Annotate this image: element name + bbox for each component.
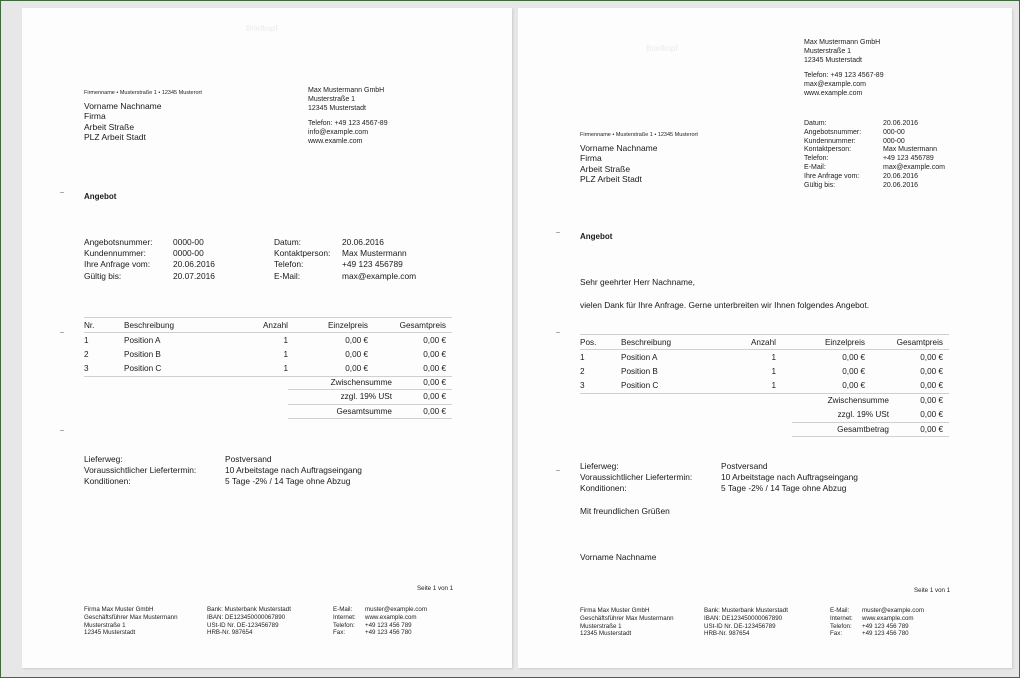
table-row: 2 Position B 1 0,00 € 0,00 € <box>580 366 943 376</box>
delivery-terms: Lieferweg: Postversand Voraussichtlicher Liefertermin: 10 Arbeitstage nach Auftragseingang Konditionen: 5 Tage -2% / 14 Tage ohne Abzug <box>580 461 858 494</box>
table-header-row: Pos. Beschreibung Anzahl Einzelpreis Gesamtpreis <box>580 335 949 350</box>
table-row: 1 Position A 1 0,00 € 0,00 € <box>580 352 943 362</box>
sender-line: Firmenname • Musterstraße 1 • 12345 Musterort <box>84 90 202 96</box>
table-row: 1 Position A 1 0,00 € 0,00 € <box>84 335 446 345</box>
page-number: Seite 1 von 1 <box>417 585 454 592</box>
fold-mark <box>60 192 64 193</box>
table-row: 3 Position C 1 0,00 € 0,00 € <box>84 362 452 377</box>
fold-mark <box>60 430 64 431</box>
sender-line: Firmenname • Musterstraße 1 • 12345 Musterort <box>580 132 698 138</box>
intro-text: vielen Dank für Ihre Anfrage. Gerne unterbreiten wir Ihnen folgendes Angebot. <box>580 300 870 310</box>
table-row: 2 Position B 1 0,00 € 0,00 € <box>84 349 446 359</box>
footer-bank: Bank: Musterbank Musterstadt IBAN: DE123450000067890 USt-ID Nr. DE-123456789 HRB-Nr. 987654 <box>704 607 788 638</box>
letterhead-watermark: Briefkopf <box>646 44 678 53</box>
fold-mark <box>556 232 560 233</box>
recipient-address: Vorname Nachname Firma Arbeit Straße PLZ Arbeit Stadt <box>84 101 162 143</box>
offer-meta-right: Datum: 20.06.2016 Kontaktperson: Max Mustermann Telefon: +49 123 456789 E-Mail: max@example.com <box>274 237 417 281</box>
letterhead-watermark: Briefkopf <box>246 24 278 33</box>
recipient-address: Vorname Nachname Firma Arbeit Straße PLZ Arbeit Stadt <box>580 143 658 185</box>
positions-table <box>84 317 452 377</box>
signature-name: Vorname Nachname <box>580 552 657 562</box>
closing-text: Mit freundlichen Grüßen <box>580 506 670 516</box>
salutation: Sehr geehrter Herr Nachname, <box>580 277 695 287</box>
document-title: Angebot <box>84 192 117 201</box>
delivery-terms: Lieferweg: Postversand Voraussichtlicher Liefertermin: 10 Arbeitstage nach Auftragseingang Konditionen: 5 Tage -2% / 14 Tage ohne Abzug <box>84 454 362 487</box>
punch-mark <box>556 332 560 333</box>
offer-meta: Datum: 20.06.2016 Angebotsnummer: 000-00 Kundennummer: 000-00 Kontaktperson: Max Mustermann Telefon: +49 123 456789 E-Mail: max@example.com Ihre Anfrage vom: 20.06.2016 Gültig bis: 20.06.2016 <box>804 120 945 189</box>
footer-company: Firma Max Muster GmbH Geschäftsführer Max Mustermann Musterstraße 1 12345 Musterstadt <box>580 607 674 638</box>
company-address: Max Mustermann GmbH Musterstraße 1 12345 Musterstadt Telefon: +49 123 4567-89 info@example.com www.examle.com <box>308 87 388 145</box>
punch-mark <box>60 332 64 333</box>
positions-table <box>580 334 949 394</box>
document-title: Angebot <box>580 232 613 241</box>
fold-mark <box>556 470 560 471</box>
footer-company: Firma Max Muster GmbH Geschäftsführer Max Mustermann Musterstraße 1 12345 Musterstadt <box>84 606 178 637</box>
table-header-row: Nr. Beschreibung Anzahl Einzelpreis Gesamtpreis <box>84 318 452 333</box>
footer-bank: Bank: Musterbank Musterstadt IBAN: DE123450000067890 USt-ID Nr. DE-123456789 HRB-Nr. 987654 <box>207 606 291 637</box>
table-row: 3 Position C 1 0,00 € 0,00 € <box>580 379 949 394</box>
footer-contact: E-Mail: muster@example.com Internet: www.example.com Telefon: +49 123 456 789 Fax: +49 123 456 780 <box>333 606 427 637</box>
offer-meta-left: Angebotsnummer: 0000-00 Kundennummer: 0000-00 Ihre Anfrage vom: 20.06.2016 Gültig bis: 20.07.2016 <box>84 237 215 281</box>
company-address: Max Mustermann GmbH Musterstraße 1 12345 Musterstadt Telefon: +49 123 4567-89 max@example.com www.example.com <box>804 39 884 97</box>
page-number: Seite 1 von 1 <box>914 587 951 594</box>
footer-contact: E-Mail: muster@example.com Internet: www.example.com Telefon: +49 123 456 789 Fax: +49 123 456 780 <box>830 607 924 638</box>
document-page-1 <box>22 8 512 668</box>
totals-table: Zwischensumme 0,00 € zzgl. 19% USt 0,00 € Gesamtsumme 0,00 € <box>288 375 452 419</box>
document-page-2 <box>518 8 1012 668</box>
totals-table: Zwischensumme 0,00 € zzgl. 19% USt 0,00 € Gesamtbetrag 0,00 € <box>792 393 949 437</box>
